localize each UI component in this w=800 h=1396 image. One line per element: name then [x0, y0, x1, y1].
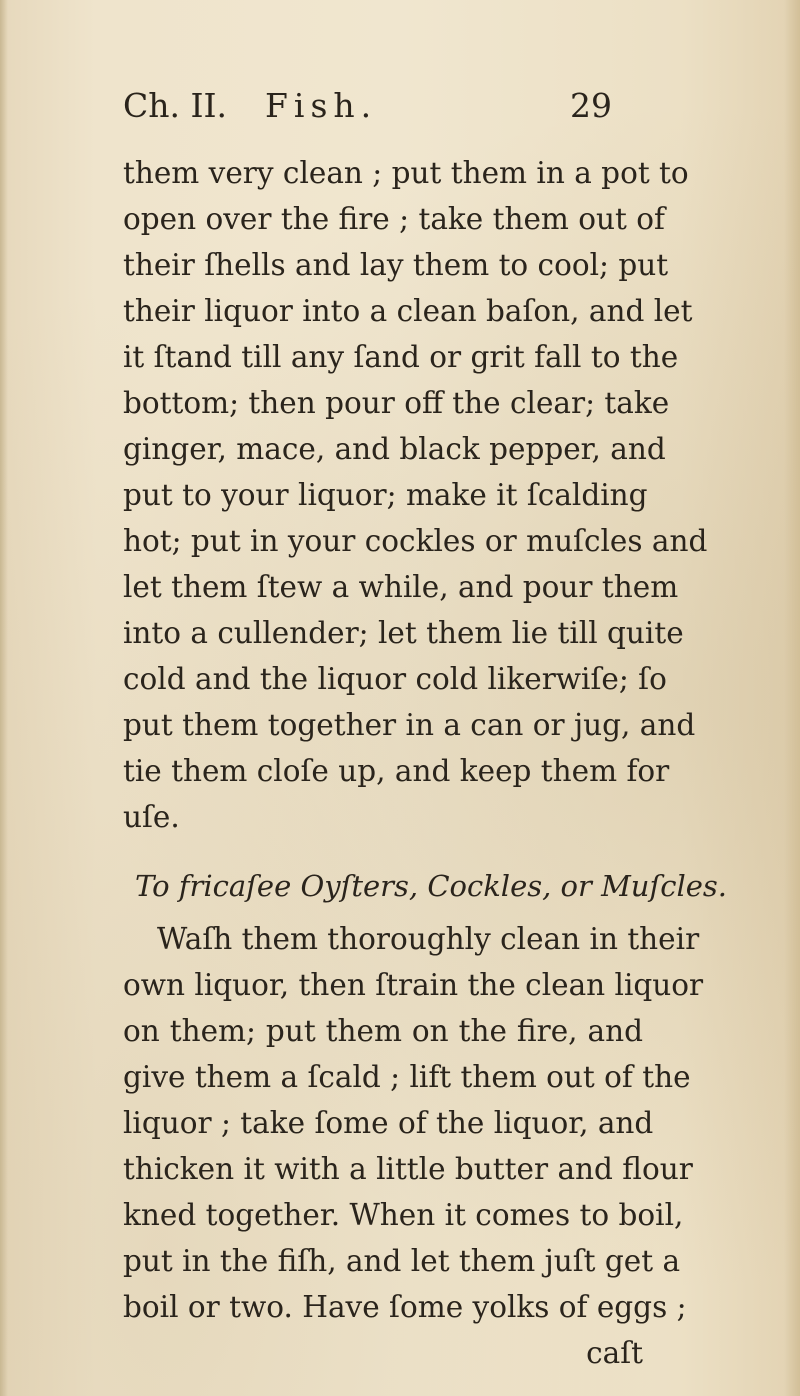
text-line: their ſhells and lay them to cool; put — [123, 248, 669, 282]
text-line: cold and the liquor cold likerwiſe; ſo — [123, 662, 667, 696]
text-line: tie them cloſe up, and keep them for — [123, 754, 670, 788]
page-gutter-shadow — [0, 0, 8, 1396]
recipe-heading: To fricaſee Oyſters, Cockles, or Muſcles. — [135, 869, 727, 903]
text-line: open over the fire ; take them out of — [123, 202, 665, 236]
text-line: put in the fiſh, and let them juſt get a — [123, 1244, 681, 1278]
text-line: Waſh them thoroughly clean in their — [157, 922, 700, 956]
text-line: put them together in a can or jug, and — [123, 708, 696, 742]
page-edge-shadow — [784, 0, 800, 1396]
section-title: Fish. — [265, 86, 378, 125]
text-line: on them; put them on the fire, and — [123, 1014, 643, 1048]
text-line: uſe. — [123, 800, 180, 834]
text-line: kned together. When it comes to boil, — [123, 1198, 684, 1232]
text-line: it ſtand till any ſand or grit fall to the — [123, 340, 679, 374]
text-line: hot; put in your cockles or muſcles and — [123, 524, 708, 558]
chapter-label: Ch. II. — [123, 86, 228, 125]
text-line: them very clean ; put them in a pot to — [123, 156, 689, 190]
text-line: put to your liquor; make it ſcalding — [123, 478, 648, 512]
running-head — [123, 86, 612, 130]
text-line: liquor ; take ſome of the liquor, and — [123, 1106, 654, 1140]
page-number: 29 — [570, 86, 612, 125]
text-line: thicken it with a little butter and flour — [123, 1152, 693, 1186]
text-line: own liquor, then ſtrain the clean liquor — [123, 968, 704, 1002]
paragraph-1 — [123, 150, 708, 840]
text-line: ginger, mace, and black pepper, and — [123, 432, 666, 466]
text-line: bottom; then pour off the clear; take — [123, 386, 670, 420]
text-line: boil or two. Have ſome yolks of eggs ; — [123, 1290, 687, 1324]
text-line: give them a ſcald ; lift them out of the — [123, 1060, 691, 1094]
body-text — [123, 150, 727, 1376]
text-line: into a cullender; let them lie till quite — [123, 616, 684, 650]
catchword: caſt — [586, 1336, 643, 1370]
text-line: let them ſtew a while, and pour them — [123, 570, 679, 604]
text-line: their liquor into a clean baſon, and let — [123, 294, 693, 328]
paragraph-2 — [123, 916, 704, 1330]
